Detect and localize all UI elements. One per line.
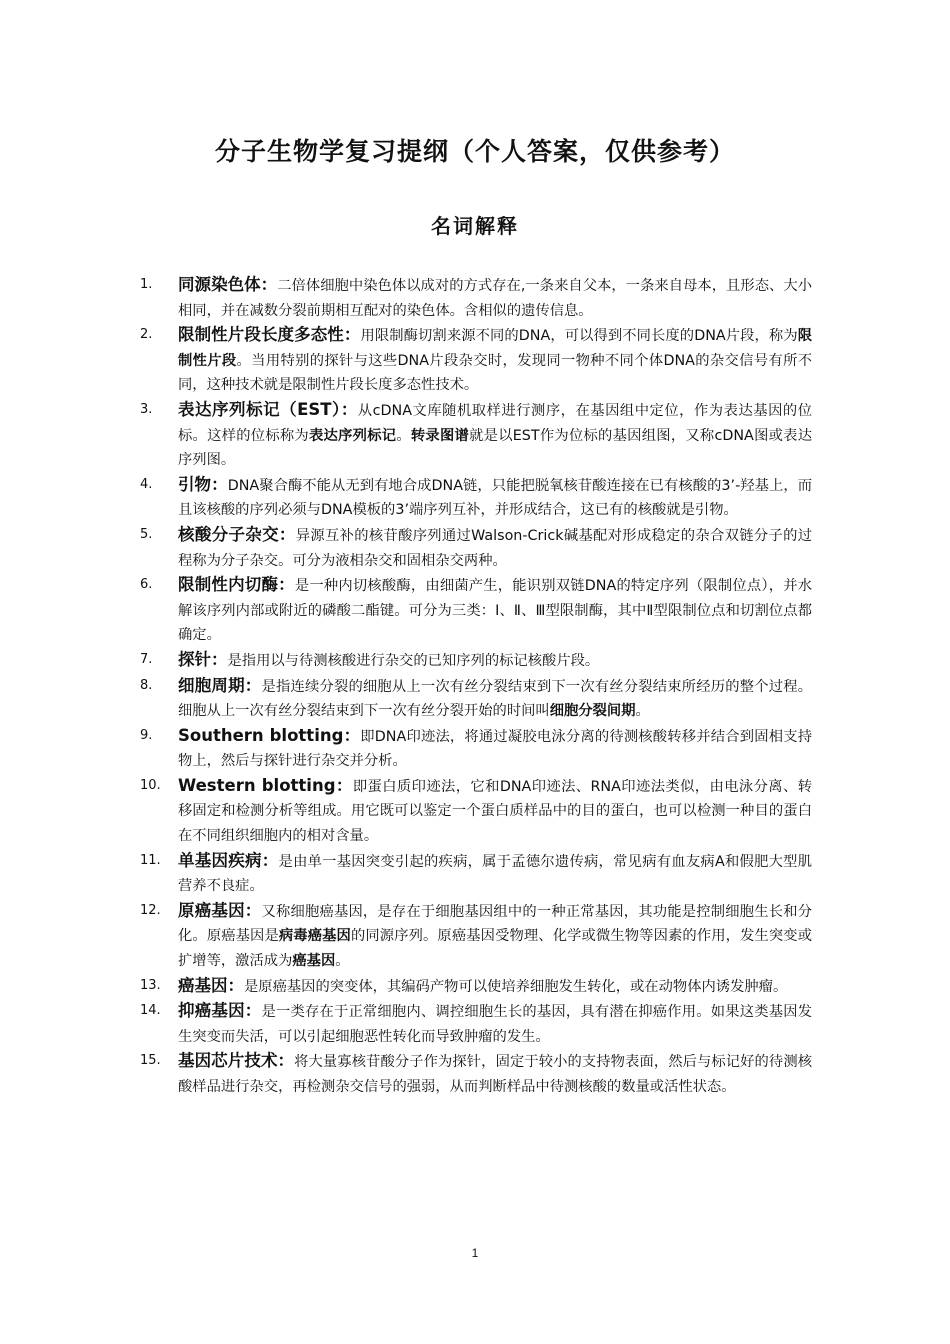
term-number: 6. [140,577,153,593]
term-number: 8. [140,677,153,693]
list-item [140,899,812,974]
section-title: 名词解释 [431,214,519,238]
term-emphasis: 病毒癌基因 [278,928,351,945]
term-definition: 。 [335,953,350,970]
list-item [140,774,812,849]
term-number: 13. [140,977,161,993]
term-heading: 限制性内切酶： [178,575,295,595]
term-number: 15. [140,1053,161,1069]
term-heading: 核酸分子杂交： [178,524,296,544]
term-definition: 的同源序列。原癌基因受物理、化学或微生物等因素的作用，发生突变或扩增等，激活成为 [178,928,813,970]
term-definition: 异源互补的核苷酸序列通过Walson-Crick碱基配对形成稳定的杂合双链分子的过程称为分子杂交。可分为液相杂交和固相杂交两种。 [178,527,813,569]
term-number: 3. [140,401,153,417]
term-emphasis: 转录图谱 [410,427,470,444]
list-item [140,1049,812,1099]
term-definition: 即DNA印迹法，将通过凝胶电泳分离的待测核酸转移并结合到固相支持物上，然后与探针进行杂交并分析。 [178,728,812,770]
term-heading: 细胞周期： [178,675,262,695]
term-heading: 基因芯片技术： [178,1051,295,1071]
term-heading: 单基因疾病： [178,850,279,870]
term-emphasis: 细胞分裂间期 [549,703,636,720]
term-definition: 从cDNA文库随机取样进行测序，在基因组中定位，作为表达基因的位标。这样的位标称为 [178,402,812,444]
term-number: 9. [140,727,153,743]
list-item [140,674,812,724]
term-list [140,273,812,1100]
term-number: 11. [140,852,161,868]
term-number: 1. [140,277,153,292]
term-definition: 是原癌基因的突变体，其编码产物可以使培养细胞发生转化，或在动物体内诱发肿瘤。 [244,978,788,995]
term-definition: 二倍体细胞中染色体以成对的方式存在,一条来自父本，一条来自母本，且形态、大小相同，并在减数分裂前期相互配对的染色体。含相似的遗传信息。 [178,278,813,319]
term-definition: 。 [635,703,650,720]
page-number: 1 [471,1246,479,1260]
term-definition: 即蛋白质印迹法，它和DNA印迹法、RNA印迹法类似，由电泳分离、转移固定和检测分析等组成。用它既可以鉴定一个蛋白质样品中的目的蛋白，也可以检测一种目的蛋白在不同组织细胞内的相对含量。 [178,778,812,845]
term-heading: 抑癌基因： [178,1001,262,1021]
term-definition: 将大量寡核苷酸分子作为探针，固定于较小的支持物表面，然后与标记好的待测核酸样品进行杂交，再检测杂交信号的强弱，从而判断样品中待测核酸的数量或活性状态。 [178,1054,813,1095]
list-item [140,648,812,674]
term-heading: 表达序列标记（EST）： [178,399,358,419]
term-heading: 原癌基因： [178,900,262,920]
term-definition: 是由单一基因突变引起的疾病，属于孟德尔遗传病，常见病有血友病A和假肥大型肌营养不良症。 [178,853,813,895]
term-number: 10. [140,777,161,793]
term-heading: 探针： [178,649,228,669]
term-heading: Western blotting： [178,775,353,795]
list-item [140,573,812,648]
list-item [140,398,812,473]
term-number: 4. [140,476,153,492]
term-number: 2. [140,327,153,343]
term-heading: 限制性片段长度多态性： [178,325,361,345]
list-item [140,999,812,1049]
term-definition: 是指连续分裂的细胞从上一次有丝分裂结束到下一次有丝分裂结束所经历的整个过程。细胞从上一次有丝分裂结束到下一次有丝分裂开始的时间叫 [178,678,813,720]
document-title: 分子生物学复习提纲（个人答案，仅供参考） [214,137,735,166]
list-item [140,849,812,899]
term-heading: 癌基因： [178,975,244,995]
list-item [140,523,812,573]
term-number: 7. [140,651,153,667]
term-emphasis: 限制性片段 [178,328,813,369]
term-definition: 。 [396,427,411,444]
list-item [140,974,812,1000]
term-definition: DNA聚合酶不能从无到有地合成DNA链，只能把脱氧核苷酸连接在已有核酸的3’-羟基上，而且该核酸的序列必须与DNA模板的3’端序列互补，并形成结合，这已有的核酸就是引物。 [178,477,813,519]
term-emphasis: 癌基因 [292,953,336,970]
list-item [140,273,812,323]
term-definition: 就是以EST作为位标的基因组图，又称cDNA图或表达序列图。 [178,427,813,469]
term-definition: 又称细胞癌基因，是存在于细胞基因组中的一种正常基因，其功能是控制细胞生长和分化。原癌基因是 [178,903,813,945]
list-item [140,323,812,398]
term-definition: 用限制酶切割来源不同的DNA，可以得到不同长度的DNA片段，称为 [360,328,798,345]
term-number: 12. [140,902,161,918]
term-number: 5. [140,526,153,542]
term-definition: 是一种内切核酸酶，由细菌产生，能识别双链DNA的特定序列（限制位点），并水解该序列内部或附近的磷酸二酯键。可分为三类：Ⅰ、Ⅱ、Ⅲ型限制酶，其中Ⅱ型限制位点和切割位点都确定。 [178,578,813,644]
term-heading: 引物： [178,474,228,494]
term-emphasis: 表达序列标记 [308,427,397,444]
list-item [140,473,812,523]
term-definition: 是一类存在于正常细胞内、调控细胞生长的基因，具有潜在抑癌作用。如果这类基因发生突变而失活，可以引起细胞恶性转化而导致肿瘤的发生。 [178,1004,813,1045]
list-item [140,724,812,774]
term-heading: Southern blotting： [178,725,361,745]
term-number: 14. [140,1003,161,1019]
term-definition: 。当用特别的探针与这些DNA片段杂交时，发现同一物种不同个体DNA的杂交信号有所不同，这种技术就是限制性片段长度多态性技术。 [178,352,813,394]
term-definition: 是指用以与待测核酸进行杂交的已知序列的标记核酸片段。 [227,652,600,669]
term-heading: 同源染色体： [178,275,278,294]
